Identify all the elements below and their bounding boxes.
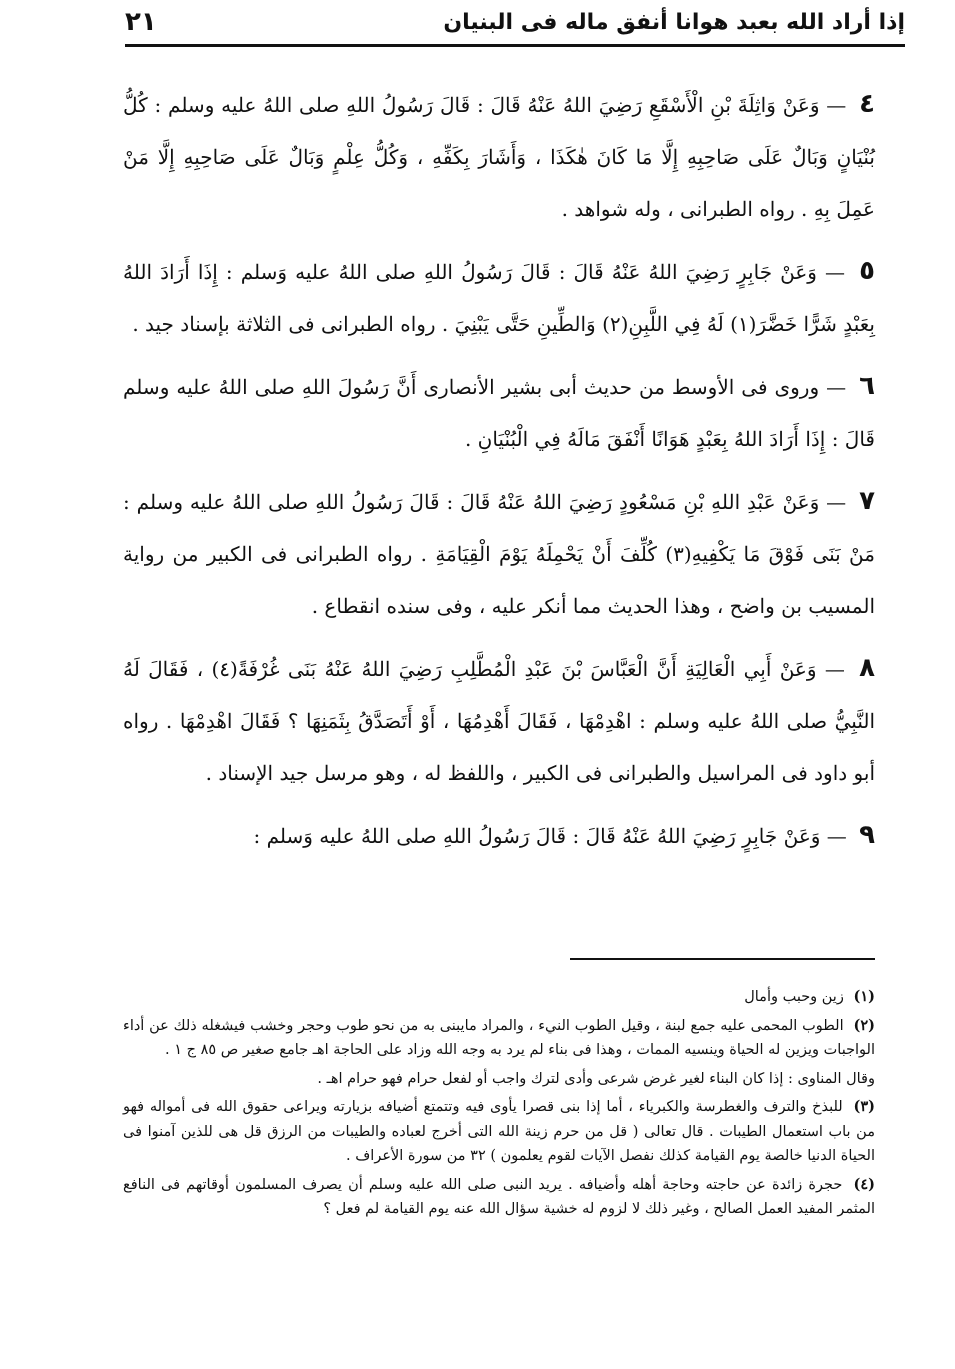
hadith-9	[123, 809, 875, 862]
footnote-label: (١)	[853, 988, 875, 1005]
hadith-number: ٤	[859, 89, 875, 119]
footnote-3	[123, 1095, 875, 1169]
footnote-1	[123, 985, 875, 1010]
hadith-text: — وَعَنْ جَابِرٍ رَضِيَ اللهُ عَنْهُ قَالَ : قَالَ رَسُولُ اللهِ صلى اللهُ عليه وَسلم :	[253, 824, 847, 848]
page-header	[125, 0, 905, 44]
footnotes	[123, 985, 875, 1226]
hadith-number: ٨	[859, 653, 876, 683]
footnote-label: (٤)	[853, 1175, 875, 1193]
hadith-text: — وَعَنْ أَبِي الْعَالِيَةِ أَنَّ الْعَبَّاسَ بْنَ عَبْدِ الْمُطَّلِبِ رَضِيَ اللهُ عَنْهُ بَنَى غُرْفَةً(٤) ، فَقَالَ لَهُ النَّبِيُّ صلى اللهُ عليه وسلم : اهْدِمْهَا ، فَقَالَ أَهْدِمُهَا ، أَوْ أَتَصَدَّقُ بِثَمَنِهَا ؟ فَقَالَ اهْدِمْهَا . رواه أبو داود فى المراسيل والطبرانى فى الكبير ، واللفظ له ، وهو مرسل جيد الإسناد .	[123, 657, 875, 785]
running-title: إذا أراد الله بعبد هوانا أنفق ماله فى البنيان	[443, 9, 905, 35]
hadith-5	[123, 245, 875, 350]
hadith-number: ٦	[859, 371, 875, 401]
hadith-8	[123, 642, 875, 799]
hadith-list	[123, 78, 875, 872]
hadith-4	[123, 78, 875, 235]
hadith-number: ٩	[859, 820, 875, 850]
footnote-2	[123, 1014, 875, 1063]
hadith-text: — وروى فى الأوسط من حديث أبى بشير الأنصارى أَنَّ رَسُولَ اللهِ صلى اللهُ عليه وسلم قَالَ : إِذَا أَرَادَ اللهُ بِعَبْدٍ هَوَانًا أَنْفَقَ مَالَهُ فِي الْبُنْيَانِ .	[123, 375, 875, 451]
footnote-2-continued	[123, 1067, 875, 1092]
footnote-text: زين وحبب وأمال	[744, 989, 844, 1005]
hadith-number: ٧	[859, 486, 875, 516]
footnote-text: حجرة زائدة عن حاجته وحاجة أهله وأضيافه . يريد النبى صلى الله عليه وسلم أن يصرف المسلمون أوقاتهم فى النافع المثمر المفيد العمل الصالح ، وغير ذلك لا لزوم له خشية سؤال الله عنه يوم القيامة لم فعل ؟	[123, 1176, 875, 1217]
footnote-text: وقال المناوى : إذا كان البناء لغير غرض شرعى وأدى لترك واجب أو لفعل حرام فهو حرام اهـ .	[317, 1070, 875, 1087]
hadith-text: — وَعَنْ عَبْدِ اللهِ بْنِ مَسْعُودٍ رَضِيَ اللهُ عَنْهُ قَالَ : قَالَ رَسُولُ اللهِ صلى اللهُ عليه وسلم : مَنْ بَنَى فَوْقَ مَا يَكْفِيهِ(٣) كُلِّفَ أَنْ يَحْمِلَهُ يَوْمَ الْقِيَامَةِ . رواه الطبرانى فى الكبير من رواية المسيب بن واضح ، وهذا الحديث مما أنكر عليه ، وفى سنده انقطاع .	[123, 490, 875, 618]
footnote-4	[123, 1173, 875, 1222]
footnote-separator	[570, 958, 875, 960]
header-rule	[125, 44, 905, 47]
hadith-text: — وَعَنْ جَابِرٍ رَضِيَ اللهُ عَنْهُ قَالَ : قَالَ رَسُولُ اللهِ صلى اللهُ عليه وَسلم : إِذَا أَرَادَ اللهُ بِعَبْدٍ شَرًّا خَضَّرَ(١) لَهُ فِي اللَّبِنِ(٢) وَالطِّينِ حَتَّى يَبْنِيَ . رواه الطبرانى فى الثلاثة بإسناد جيد .	[123, 260, 875, 336]
footnote-label: (٢)	[853, 1016, 876, 1034]
page-number: ٢١	[125, 7, 157, 37]
hadith-6	[123, 360, 875, 465]
hadith-number: ٥	[859, 256, 876, 286]
footnote-text: الطوب المحمى عليه جمع لبنة ، وقيل الطوب النيء ، والمراد مايبنى به من نحو طوب وحجر وخشب فيشغله ذلك عن أداء الواجبات ويزين له الحياة وينسيه الممات ، وهذا فى بناء لم يرد به وجه الله وزاد على الحاجة اهـ جامع صغير ص ٨٥ ج ١ .	[123, 1017, 875, 1058]
hadith-7	[123, 475, 875, 632]
hadith-text: — وَعَنْ وَاثِلَةَ بْنِ الْأَسْقَعِ رَضِيَ اللهُ عَنْهُ قَالَ : قَالَ رَسُولُ اللهِ صلى اللهُ عليه وسلم : كُلُّ بُنْيَانٍ وَبَالٌ عَلَى صَاحِبِهِ إِلَّا مَا كَانَ هٰكَذَا ، وَأَشَارَ بِكَفِّهِ ، وَكُلُّ عِلْمٍ وَبَالٌ عَلَى صَاحِبِهِ إِلَّا مَنْ عَمِلَ بِهِ . رواه الطبرانى ، وله شواهد .	[123, 93, 875, 221]
footnote-text: للبذخ والترف والغطرسة والكبرياء ، أما إذا بنى قصرا يأوى فيه وتتمتع أضيافه بزيارته ويراعى حقوق الله فى أمواله فهو من باب استعمال الطيبات . قال تعالى ( قل من حرم زينة الله التى أخرج لعباده والطيبات من الرزق قل هى للذين آمنوا فى الحياة الدنيا خالصة يوم القيامة كذلك نفصل الآيات لقوم يعلمون ) ٣٢ من سورة الأعراف .	[123, 1099, 875, 1164]
footnote-label: (٣)	[853, 1098, 875, 1115]
